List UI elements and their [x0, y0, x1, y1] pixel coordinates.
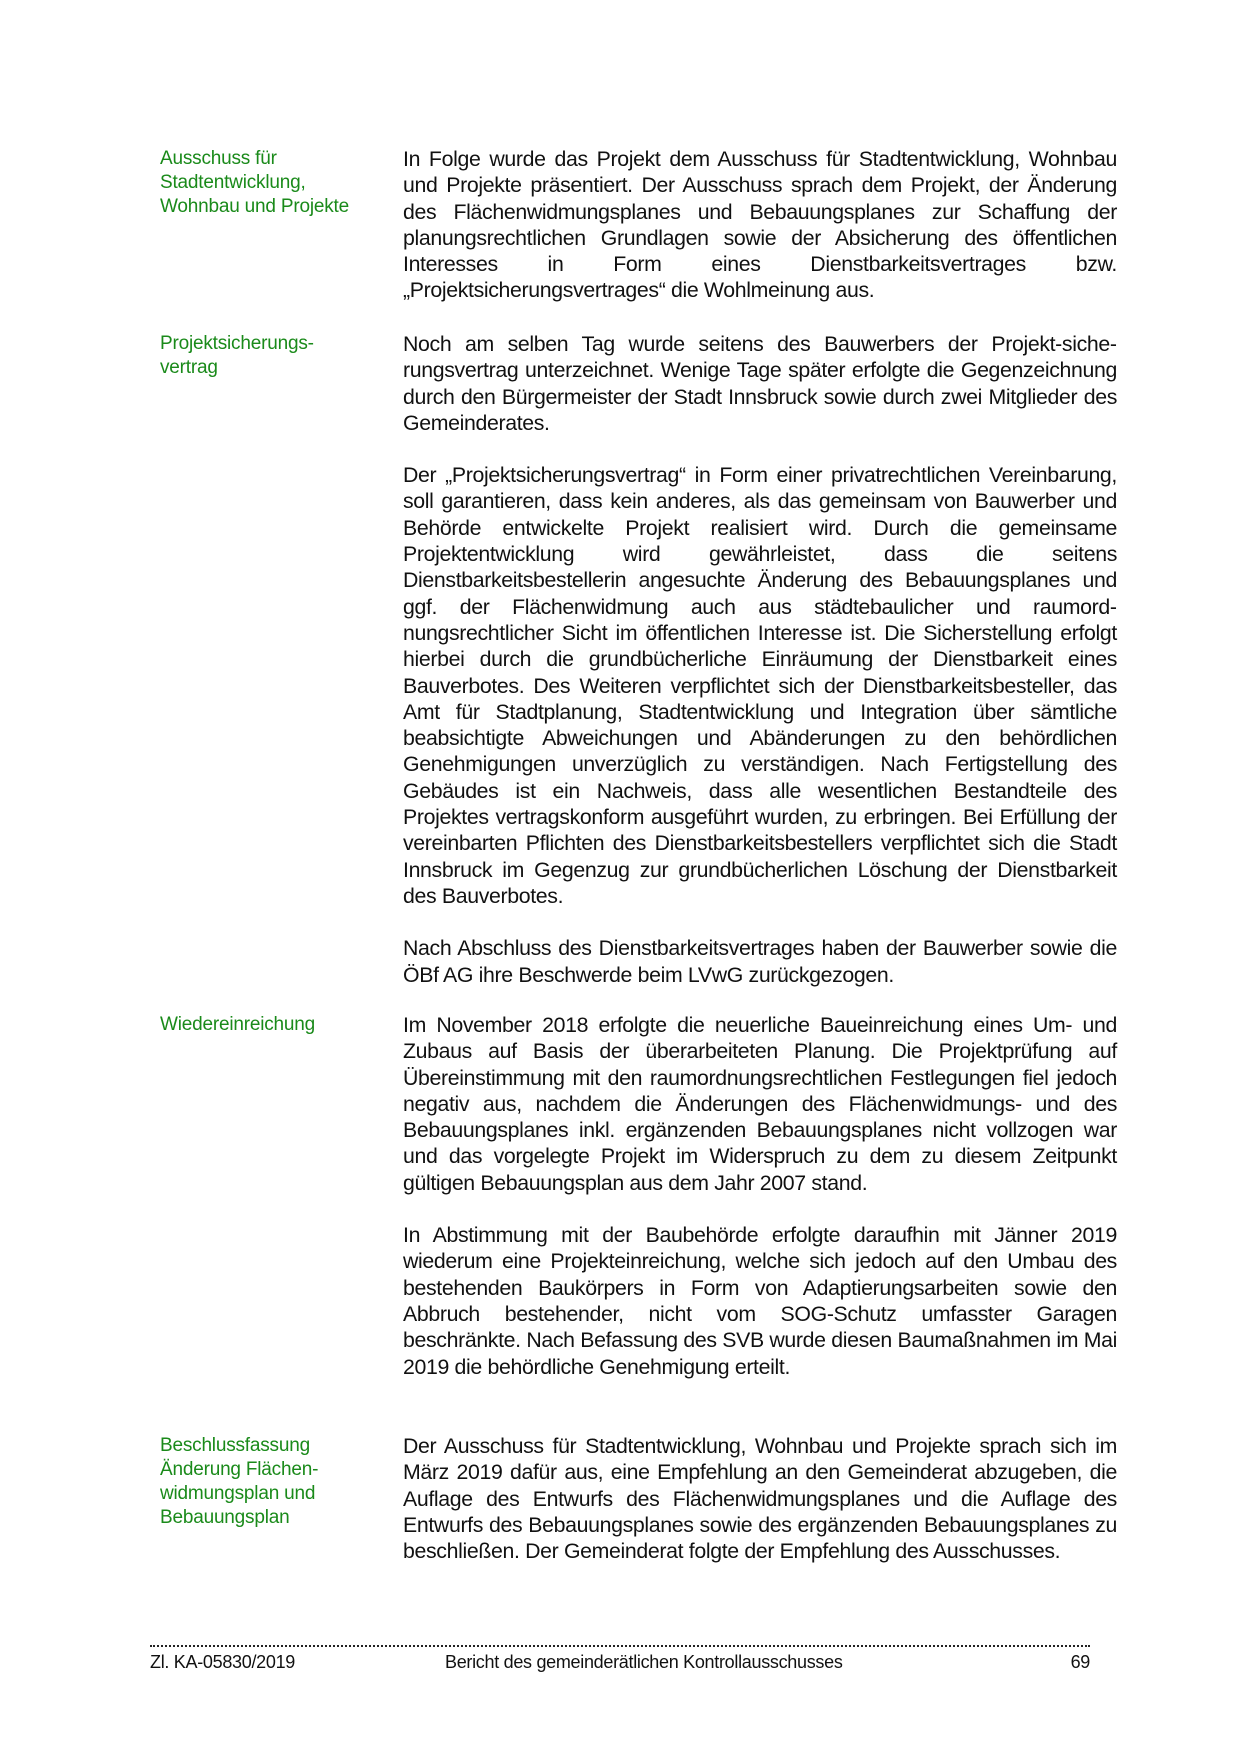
paragraph: Der „Projektsicherungsvertrag“ in Form einer privatrechtlichen Vereinbarung, soll garantieren, dass kein anderes, als das gemeinsam von Bauwerber und Behörde entwickelte Projekt realisiert wird. Durch die gemeinsame Projektentwicklung wird gewährleistet, dass die seitens Dienstbarkeitsbestellerin angesuchte Änderung des Bebauungsplanes und ggf. der Flächenwidmung auch aus städtebaulicher und raumordnungsrechtlicher Sicht im öffentlichen Interesse ist. Die Sicherstellung erfolgt hierbei durch die grundbücherliche Einräumung der Dienstbarkeit eines Bauverbotes. Des Weiteren verpflichtet sich der Dienstbarkeitsbesteller, das Amt für Stadtplanung, Stadtentwicklung und Integration über sämtliche beabsichtigte Abweichungen und Abänderungen zu den behördlichen Genehmigungen unverzüglich zu verständigen. Nach Fertigstellung des Gebäudes ist ein Nachweis, dass alle wesentlichen Bestandteile des Projektes vertragskonform ausgeführt wurden, zu erbringen. Bei Erfüllung der vereinbarten Pflichten des Dienstbarkeitsbestellers verpflichtet sich die Stadt Innsbruck im Gegenzug zur grundbücherlichen Löschung der Dienstbarkeit des Bauverbotes.: [403, 463, 1117, 908]
side-heading-line: widmungsplan und: [160, 1483, 316, 1504]
section-body: [403, 1433, 1117, 1564]
paragraph: In Folge wurde das Projekt dem Ausschuss für Stadtentwicklung, Wohnbau und Projekte präsentiert. Der Ausschuss sprach dem Projekt, der Änderung des Flächenwidmungsplanes und Bebauungsplanes zur Schaffung der planungsrechtlichen Grundlagen sowie der Absicherung des öffentlichen Interesses in Form eines Dienstbarkeitsvertrages bzw. „Projektsicherungsvertrages“ die Wohlmeinung aus.: [403, 147, 1117, 303]
paragraph: Nach Abschluss des Dienstbarkeitsvertrages haben der Bauwerber sowie die ÖBf AG ihre Beschwerde beim LVwG zurückgezogen.: [403, 936, 1117, 987]
side-heading: [160, 1013, 380, 1037]
paragraph: In Abstimmung mit der Baubehörde erfolgte daraufhin mit Jänner 2019 wiederum eine Projekteinreichung, welche sich jedoch auf den Umbau des bestehenden Baukörpers in Form von Adaptierungsarbeiten sowie den Abbruch bestehender, nicht vom SOG-Schutz umfasster Garagen beschränkte. Nach Befassung des SVB wurde diesen Baumaßnahmen im Mai 2019 die behördliche Genehmigung erteilt.: [403, 1223, 1117, 1379]
side-heading: [160, 147, 380, 219]
paragraph: Noch am selben Tag wurde seitens des Bauwerbers der Projekt-sicherungsvertrag unterzeichnet. Wenige Tage später erfolgte die Gegenzeichnung durch den Bürgermeister der Stadt Innsbruck sowie durch zwei Mitglieder des Gemeinderates.: [403, 332, 1117, 435]
paragraph: Im November 2018 erfolgte die neuerliche Baueinreichung eines Um- und Zubaus auf Basis der überarbeiteten Planung. Die Projektprüfung auf Übereinstimmung mit den raumordnungsrechtlichen Festlegungen fiel jedoch negativ aus, nachdem die Änderungen des Flächenwidmungs- und des Bebauungsplanes inkl. ergänzenden Bebauungsplanes nicht vollzogen war und das vorgelegte Projekt im Widerspruch zu dem zu diesem Zeitpunkt gültigen Bebauungsplan aus dem Jahr 2007 stand.: [403, 1013, 1117, 1195]
side-heading-line: Projektsicherungs-: [160, 333, 314, 354]
side-heading-line: Bebauungsplan: [160, 1507, 290, 1528]
side-heading-line: Beschlussfassung: [160, 1435, 310, 1456]
section-body: [403, 146, 1117, 304]
paragraph: Der Ausschuss für Stadtentwicklung, Wohnbau und Projekte sprach sich im März 2019 dafür aus, eine Empfehlung an den Gemeinderat abzugeben, die Auflage des Entwurfs des Flächenwidmungsplanes und die Auflage des Entwurfs des Bebauungsplanes sowie des ergänzenden Bebauungsplanes zu beschließen. Der Gemeinderat folgte der Empfehlung des Ausschusses.: [403, 1434, 1117, 1564]
page-number: 69: [1070, 1652, 1090, 1672]
side-heading-line: Ausschuss für: [160, 148, 277, 169]
side-heading: [160, 332, 380, 380]
side-heading-line: Stadtentwicklung,: [160, 172, 306, 193]
side-heading-line: Wiedereinreichung: [160, 1014, 316, 1035]
page-footer: [150, 1652, 1090, 1676]
side-heading: [160, 1434, 380, 1530]
report-title: Bericht des gemeinderätlichen Kontrollausschusses: [445, 1652, 843, 1672]
document-reference: Zl. KA-05830/2019: [150, 1652, 295, 1672]
side-heading-line: vertrag: [160, 357, 218, 378]
side-heading-line: Wohnbau und Projekte: [160, 196, 349, 217]
footer-divider: [150, 1645, 1090, 1647]
section-body: [403, 1012, 1117, 1380]
section-body: [403, 331, 1117, 988]
side-heading-line: Änderung Flächen-: [160, 1459, 319, 1480]
